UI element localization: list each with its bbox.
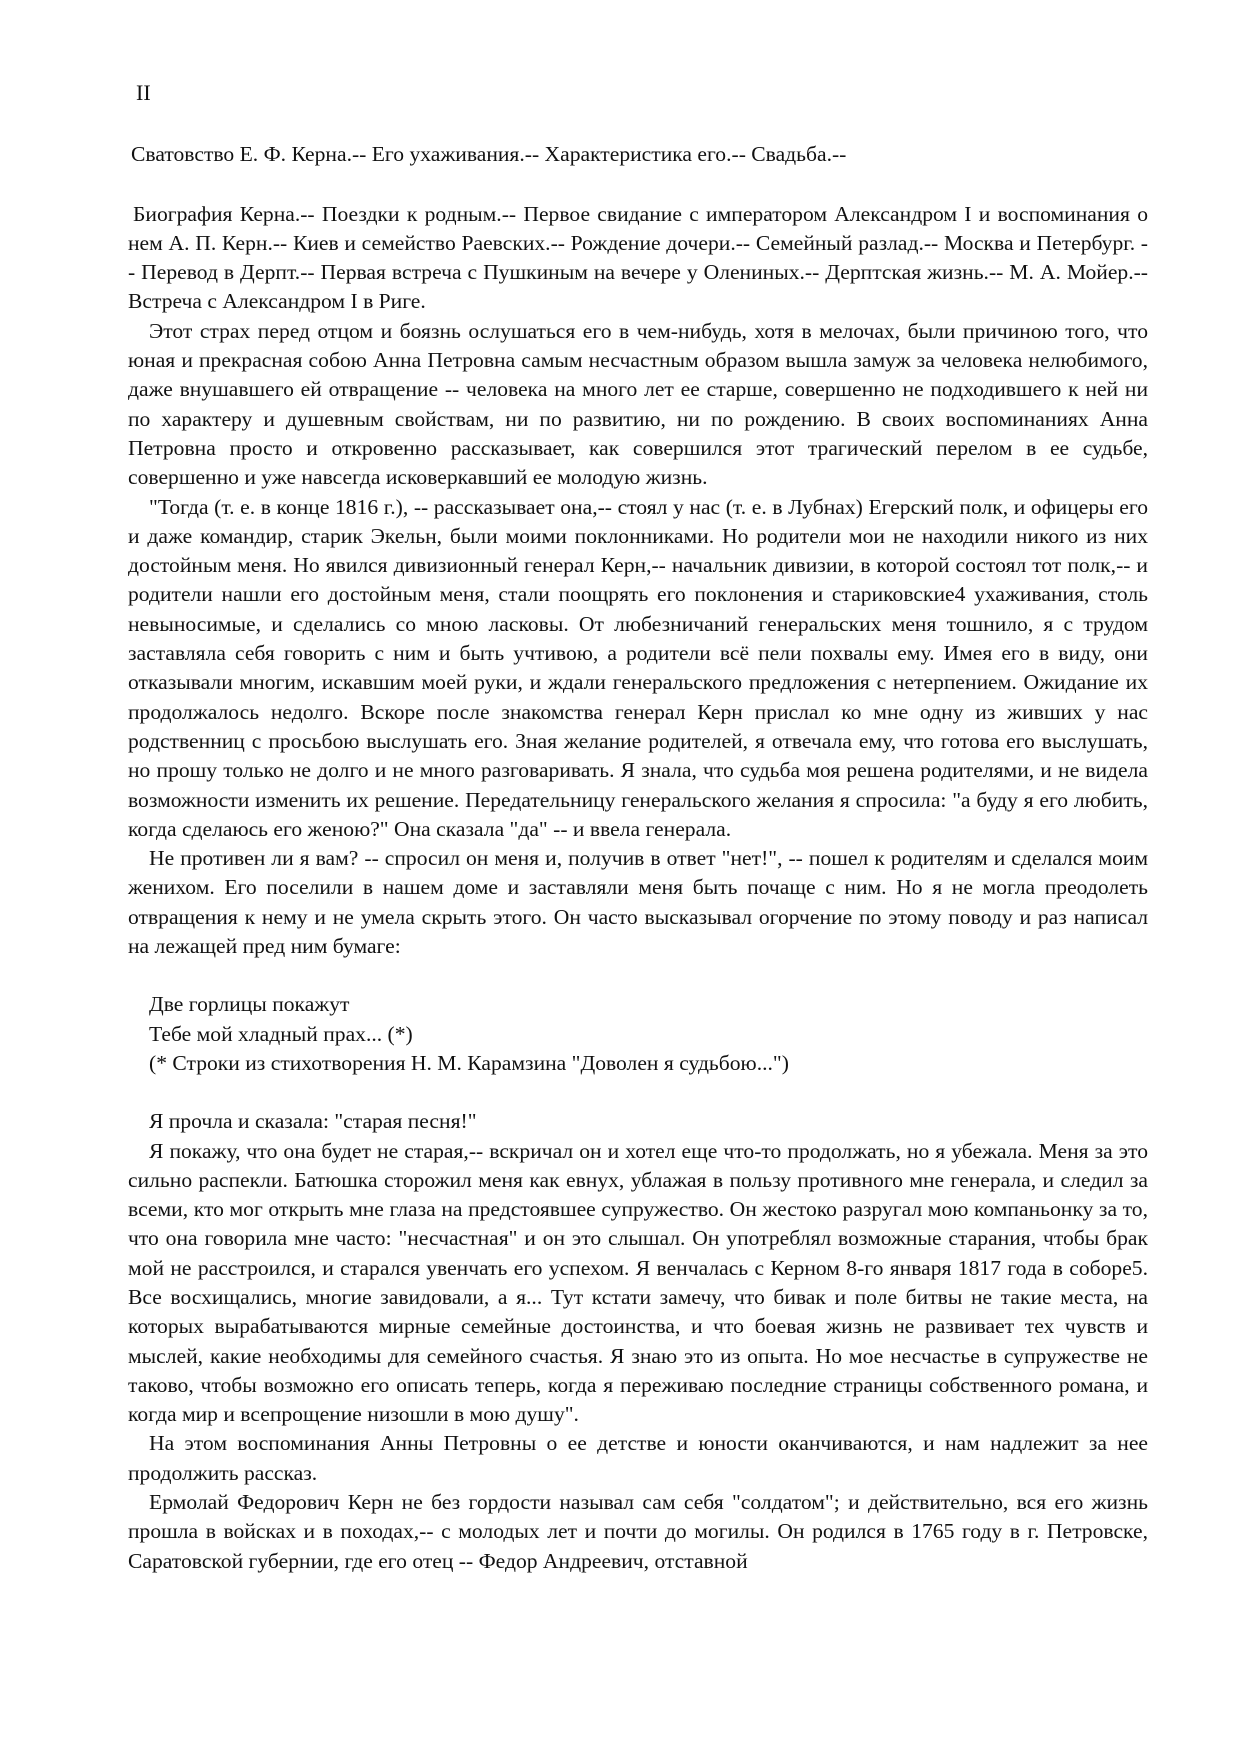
paragraph-wedding: Я покажу, что она будет не старая,-- вскричал он и хотел еще что-то продолжать, но я убежала. Меня за это сильно распекли. Батюшка сторожил меня как евнух, ублажая в пользу противного мне генерала, и следил за всеми, кто мог открыть мне глаза на предстоявшее супружество. Он жестоко разругал мою компаньонку за то, что она говорила мне часто: "несчастная" и он это слышал. Он употреблял возможные старания, чтобы брак мой не расстроился, и старался увенчать его успехом. Я венчалась с Керном 8-го января 1817 года в соборе5. Все восхищались, многие завидовали, а я... Тут кстати замечу, что бивак и поле битвы не такие места, на которых вырабатываются мирные семейные достоинства, и что боевая жизнь не развивает тех чувств и мыслей, какие необходимы для семейного счастья. Я знаю это из опыта. Но мое несчастье в супружестве не таково, чтобы возможно его описать теперь, когда я переживаю последние страницы собственного романа, и когда мир и всепрощение низошли в мою душу". bbox=[128, 1138, 1148, 1427]
paragraph-fear-of-father: Этот страх перед отцом и боязнь ослушаться его в чем-нибудь, хотя в мелочах, были причиною того, что юная и прекрасная собою Анна Петровна самым несчастным образом вышла замуж за человека нелюбимого, даже внушавшего ей отвращение -- человека на много лет ее старше, совершенно не подходившего к ней ни по характеру и душевным свойствам, ни по развитию, ни по рождению. В своих воспоминаниях Анна Петровна просто и откровенно рассказывает, как совершился этот трагический перелом в ее судьбе, совершенно и уже навсегда исковеркавший ее молодую жизнь. bbox=[128, 318, 1148, 490]
paragraph-proposal: Не противен ли я вам? -- спросил он меня и, получив в ответ "нет!", -- пошел к родителям и сделался моим женихом. Его поселили в нашем доме и заставляли меня быть почаще с ним. Но я не могла преодолеть отвращения к нему и не умела скрыть этого. Он часто высказывал огорчение по этому поводу и раз написал на лежащей пред ним бумаге: bbox=[128, 846, 1148, 959]
verse-line-2: Тебе мой хладный прах... (*) bbox=[149, 1021, 413, 1046]
chapter-synopsis: Биография Керна.-- Поездки к родным.-- Первое свидание с императором Александром I и воспоминания о нем А. П. Керн.-- Киев и семейство Раевских.-- Рождение дочери.-- Семейный разлад.-- Москва и Петербург. -- Перевод в Дерпт.-- Первая встреча с Пушкиным на вечере у Олениных.-- Дерптская жизнь.-- М. А. Мойер.-- Встреча с Александром I в Риге. bbox=[128, 201, 1148, 314]
paragraph-memoir-quote: "Тогда (т. е. в конце 1816 г.), -- рассказывает она,-- стоял у нас (т. е. в Лубнах) Егерский полк, и офицеры его и даже командир, старик Экельн, были моими поклонниками. Но родители мои не находили никого из них достойным меня. Но явился дивизионный генерал Керн,-- начальник дивизии, в которой состоял тот полк,-- и родители нашли его достойным меня, стали поощрять его поклонения и стариковские4 ухаживания, столь невыносимые, и сделались со мною ласковы. От любезничаний генеральских меня тошнило, я с трудом заставляла себя говорить с ним и быть учтивою, а родители всё пели похвалы ему. Имея его в виду, они отказывали многим, искавшим моей руки, и ждали генеральского предложения с нетерпением. Ожидание их продолжалось недолго. Вскоре после знакомства генерал Керн прислал ко мне одну из живших у нас родственниц с просьбою выслушать его. Зная желание родителей, я отвечала ему, что готова его выслушать, но прошу только не долго и не много разговаривать. Я знала, что судьба моя решена родителями, и не видела возможности изменить их решение. Передательницу генеральского желания я спросила: "а буду я его любить, когда сделаюсь его женою?" Она сказала "да" -- и ввела генерала. bbox=[128, 494, 1148, 841]
reply-line: Я прочла и сказала: "старая песня!" bbox=[149, 1109, 477, 1134]
document-page bbox=[128, 78, 1148, 1576]
chapter-heading: Сватовство Е. Ф. Керна.-- Его ухаживания.-- Характеристика его.-- Свадьба.-- bbox=[131, 142, 847, 167]
verse-block bbox=[149, 990, 1148, 1078]
chapter-number: II bbox=[136, 80, 151, 105]
verse-footnote: (* Строки из стихотворения Н. М. Карамзина "Доволен я судьбою...") bbox=[149, 1050, 789, 1075]
paragraph-kern-biography: Ермолай Федорович Керн не без гордости называл сам себя "солдатом"; и действительно, вся его жизнь прошла в войсках и в походах,-- с молодых лет и почти до могилы. Он родился в 1765 году в г. Петровске, Саратовской губернии, где его отец -- Федор Андреевич, отставной bbox=[128, 1490, 1148, 1573]
paragraph-memoir-end: На этом воспоминания Анны Петровны о ее детстве и юности оканчиваются, и нам надлежит за нее продолжить рассказ. bbox=[128, 1431, 1148, 1485]
verse-line-1: Две горлицы покажут bbox=[149, 992, 350, 1017]
